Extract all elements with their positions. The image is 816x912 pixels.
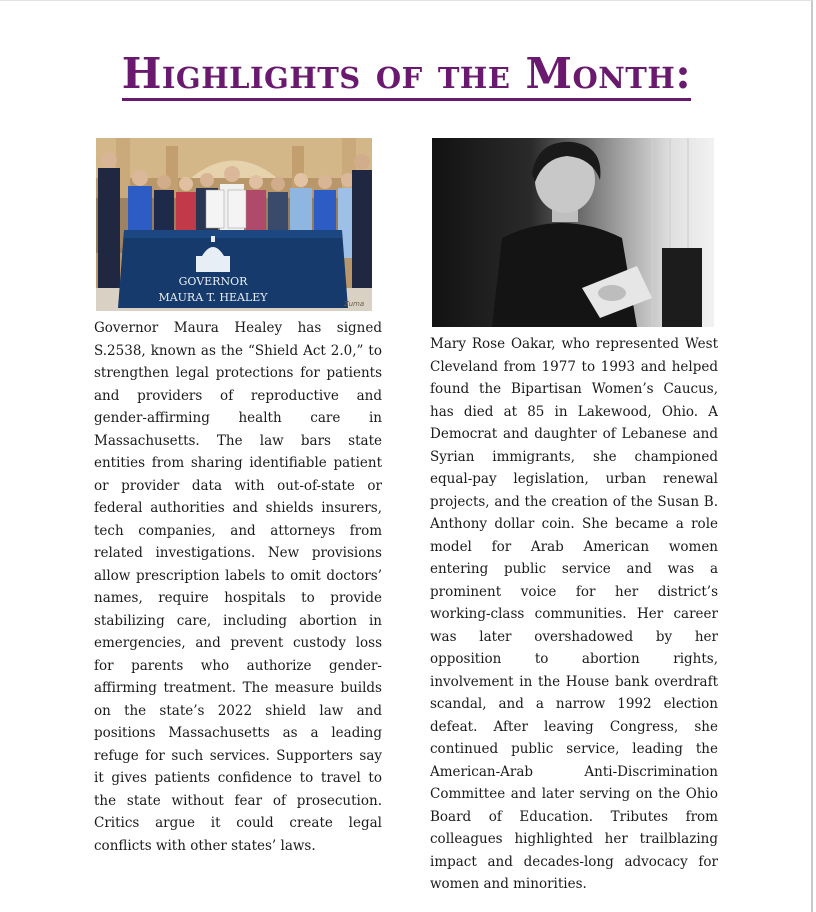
- bill-signing-photo: [96, 138, 372, 311]
- portrait-photo: [432, 138, 714, 327]
- healey-article-text: Governor Maura Healey has signed S.2538, known as the “Shield Act 2.0,” to strengthen legal protections for patients and providers of reproductive and gender-affirming health care in Massachusetts. The law bars state entities from sharing identifiable patient or provider data with out-of-state or federal authorities and shields insurers, tech companies, and attorneys from related investigations. New provisions allow prescription labels to omit doctors’ names, require hospitals to provide stabilizing care, including abortion in emergencies, and prevent custody loss for parents who authorize gender-affirming treatment. The measure builds on the state’s 2022 shield law and positions Massachusetts as a leading refuge for such services. Supporters say it gives patients confidence to travel to the state without fear of prosecution. Critics argue it could create legal conflicts with other states’ laws.: [94, 320, 382, 854]
- page-title-text: Highlights of the Month:: [122, 49, 692, 101]
- photo-watermark: Zuma: [343, 300, 365, 308]
- oakar-article-text: Mary Rose Oakar, who represented West Cleveland from 1977 to 1993 and helped found the Bipartisan Women’s Caucus, has died at 85 in Lakewood, Ohio. A Democrat and daughter of Lebanese and Syrian immigrants, she championed equal-pay legislation, urban renewal projects, and the creation of the Susan B. Anthony dollar coin. She became a role model for Arab American women entering public service and was a prominent voice for her district’s working-class communities. Her career was later overshadowed by her opposition to abortion rights, involvement in the House bank overdraft scandal, and a narrow 1992 election defeat. After leaving Congress, she continued public service, leading the American-Arab Anti-Discrimination Committee and later serving on the Ohio Board of Education. Tributes from colleagues highlighted her trailblazing impact and decades-long advocacy for women and minorities.: [430, 336, 718, 892]
- podium-line1: GOVERNOR: [178, 275, 248, 288]
- portrait-illustration: [432, 138, 714, 327]
- page-title: [0, 49, 813, 98]
- podium-line2: MAURA T. HEALEY: [158, 291, 268, 304]
- bill-signing-illustration: [96, 138, 372, 311]
